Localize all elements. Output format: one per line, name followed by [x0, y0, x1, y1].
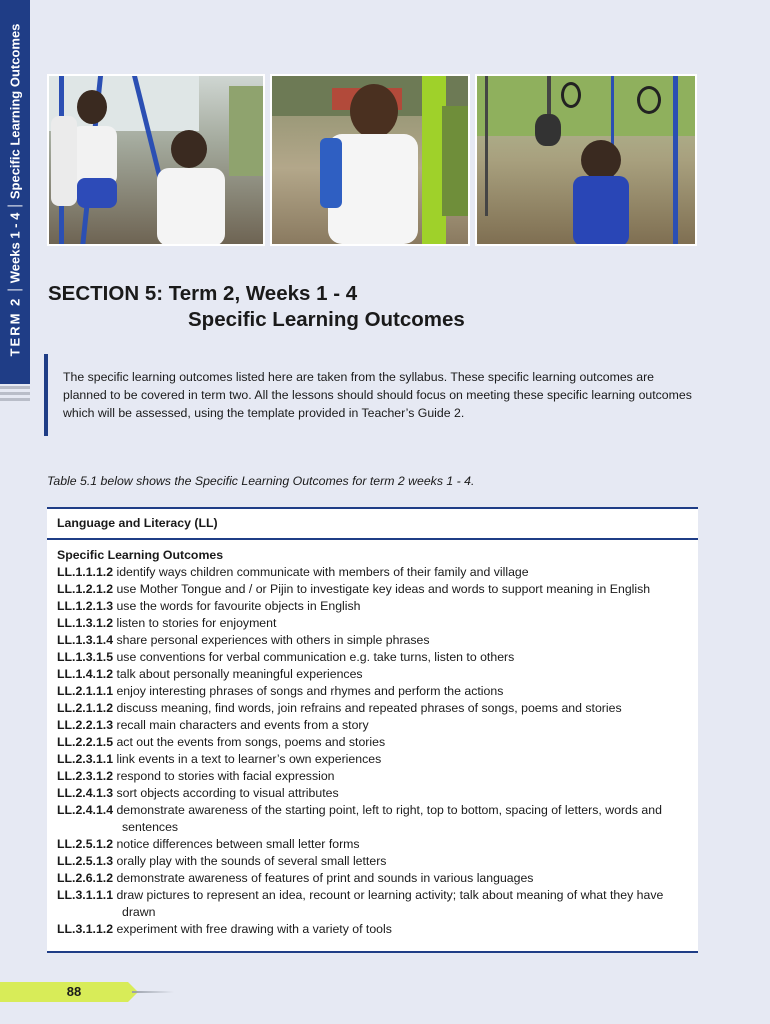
side-tab-text — [8, 24, 23, 357]
outcome-text: use Mother Tongue and / or Pijin to investigate key ideas and words to support meaning in English — [116, 582, 651, 596]
outcome-text: sort objects according to visual attributes — [116, 786, 339, 800]
outcome-item — [57, 581, 698, 598]
outcome-item — [57, 666, 698, 683]
outcome-item — [57, 870, 698, 887]
section-title — [48, 281, 465, 333]
outcome-text: demonstrate awareness of the starting point, left to right, top to bottom, spacing of letters, words and sentences — [116, 803, 662, 834]
side-tab — [0, 0, 30, 384]
table-header: Language and Literacy (LL) — [47, 509, 698, 540]
photo-girl-on-rings — [475, 74, 697, 246]
outcome-text: respond to stories with facial expression — [116, 769, 335, 783]
page-number-line — [132, 991, 174, 993]
outcome-text: use the words for favourite objects in English — [116, 599, 361, 613]
outcome-item — [57, 700, 698, 717]
outcome-item — [57, 836, 698, 853]
outcome-code: LL.2.2.1.5 — [57, 735, 114, 749]
side-tab-separator — [8, 205, 23, 207]
outcome-item — [57, 785, 698, 802]
outcome-text: link events in a text to learner’s own experiences — [116, 752, 382, 766]
outcome-code: LL.3.1.1.1 — [57, 888, 114, 902]
table-body — [47, 540, 698, 938]
outcome-code: LL.1.1.1.2 — [57, 565, 114, 579]
table-caption: Table 5.1 below shows the Specific Learning Outcomes for term 2 weeks 1 - 4. — [47, 474, 475, 488]
outcome-text: notice differences between small letter forms — [116, 837, 360, 851]
outcome-code: LL.2.3.1.1 — [57, 752, 114, 766]
side-tab-weeks: Weeks 1 - 4 — [7, 212, 23, 284]
outcome-item — [57, 768, 698, 785]
outcome-code: LL.2.6.1.2 — [57, 871, 114, 885]
outcome-code: LL.1.3.1.5 — [57, 650, 114, 664]
outcome-item — [57, 683, 698, 700]
outcome-item — [57, 615, 698, 632]
outcome-item — [57, 802, 698, 836]
section-title-line-1: SECTION 5: Term 2, Weeks 1 - 4 — [48, 282, 358, 305]
outcome-item — [57, 717, 698, 734]
outcome-item — [57, 649, 698, 666]
intro-accent-bar — [44, 354, 48, 436]
outcome-code: LL.2.2.1.3 — [57, 718, 114, 732]
outcome-text: listen to stories for enjoyment — [116, 616, 277, 630]
outcome-text: share personal experiences with others in simple phrases — [116, 633, 430, 647]
side-tab-term: TERM 2 — [7, 296, 23, 357]
outcome-code: LL.1.3.1.2 — [57, 616, 114, 630]
outcome-text: use conventions for verbal communication e.g. take turns, listen to others — [116, 650, 515, 664]
outcomes-table — [47, 507, 698, 953]
outcome-item — [57, 734, 698, 751]
outcome-code: LL.2.5.1.2 — [57, 837, 114, 851]
outcome-code: LL.2.4.1.3 — [57, 786, 114, 800]
outcome-item — [57, 598, 698, 615]
photo-boy-with-backpack — [270, 74, 470, 246]
outcome-code: LL.2.3.1.2 — [57, 769, 114, 783]
outcome-list — [57, 564, 698, 938]
page-number: 88 — [0, 982, 128, 1002]
section-title-line-2: Specific Learning Outcomes — [188, 308, 465, 331]
outcome-item — [57, 921, 698, 938]
outcome-code: LL.1.2.1.3 — [57, 599, 114, 613]
outcome-text: enjoy interesting phrases of songs and rhymes and perform the actions — [116, 684, 504, 698]
outcome-text: recall main characters and events from a story — [116, 718, 369, 732]
outcome-text: discuss meaning, find words, join refrains and repeated phrases of songs, poems and stories — [116, 701, 622, 715]
outcome-text: identify ways children communicate with members of their family and village — [116, 565, 529, 579]
outcome-code: LL.1.2.1.2 — [57, 582, 114, 596]
outcome-text: talk about personally meaningful experiences — [116, 667, 363, 681]
side-tab-topic: Specific Learning Outcomes — [7, 23, 23, 200]
table-subheader: Specific Learning Outcomes — [57, 548, 224, 562]
side-tab-decoration — [0, 386, 30, 404]
outcome-code: LL.2.4.1.4 — [57, 803, 114, 817]
outcome-text: act out the events from songs, poems and stories — [116, 735, 386, 749]
outcome-item — [57, 632, 698, 649]
outcome-code: LL.2.1.1.2 — [57, 701, 114, 715]
outcome-code: LL.2.1.1.1 — [57, 684, 114, 698]
outcome-code: LL.1.3.1.4 — [57, 633, 114, 647]
outcome-item — [57, 853, 698, 870]
side-tab-separator — [8, 289, 23, 291]
photo-children-on-swings — [47, 74, 265, 246]
photo-strip — [47, 74, 697, 246]
outcome-code: LL.1.4.1.2 — [57, 667, 114, 681]
outcome-code: LL.2.5.1.3 — [57, 854, 114, 868]
intro-paragraph: The specific learning outcomes listed here are taken from the syllabus. These specific learning outcomes are planned to be covered in term two. All the lessons should should focus on meeting these specific learning outcomes which will be assessed, using the template provided in Teacher’s Guide 2. — [63, 370, 692, 421]
outcome-text: experiment with free drawing with a variety of tools — [116, 922, 392, 936]
outcome-code: LL.3.1.1.2 — [57, 922, 114, 936]
outcome-item — [57, 887, 698, 921]
outcome-item — [57, 564, 698, 581]
outcome-item — [57, 751, 698, 768]
outcome-text: draw pictures to represent an idea, recount or learning activity; talk about meaning of what they have drawn — [116, 888, 664, 919]
outcome-text: demonstrate awareness of features of print and sounds in various languages — [116, 871, 534, 885]
outcome-text: orally play with the sounds of several small letters — [116, 854, 387, 868]
